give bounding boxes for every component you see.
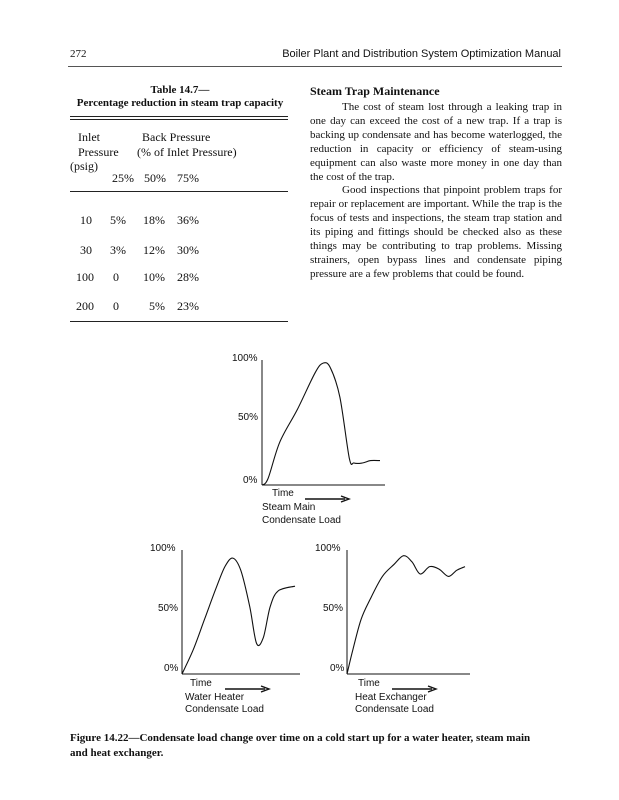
row-bp25: 3% — [110, 243, 126, 257]
tick-50: 50% — [158, 603, 179, 614]
tick-0: 0% — [243, 475, 258, 486]
tick-100: 100% — [232, 353, 258, 364]
tick-50: 50% — [323, 603, 344, 614]
header-rule — [68, 66, 562, 67]
heat-exchanger-curve — [347, 556, 465, 674]
steam-main-title-1: Steam Main — [262, 502, 316, 513]
tick-100: 100% — [315, 543, 341, 554]
row-bp25: 5% — [110, 213, 126, 227]
time-label: Time — [358, 678, 380, 689]
water-heater-title-1: Water Heater — [185, 692, 245, 703]
row-bp50: 18% — [143, 213, 165, 227]
table-title — [70, 84, 290, 110]
row-bp75: 23% — [177, 299, 199, 313]
steam-main-title-2: Condensate Load — [262, 515, 341, 526]
paragraph-1: The cost of steam lost through a leaking trap in one day can exceed the cost of a new trap. If a trap is backing up condensate and has become waterlogged, the reduction in capacity or efficiency of steam-using equipment can also waste more money in one day than the cost of the trap. — [310, 101, 562, 183]
table-top-rule — [70, 116, 288, 117]
heat-exchanger-title-1: Heat Exchanger — [355, 692, 427, 703]
table-mid-rule — [70, 191, 288, 192]
water-heater-curve — [182, 558, 295, 674]
bp-header-75: 75% — [177, 171, 199, 185]
row-bp75: 36% — [177, 213, 199, 227]
tick-50: 50% — [238, 412, 259, 423]
tick-0: 0% — [330, 663, 345, 674]
tick-100: 100% — [150, 543, 176, 554]
steam-main-curve — [262, 363, 380, 485]
row-bp75: 30% — [177, 243, 199, 257]
paragraph-2: Good inspections that pinpoint problem traps for repair or replacement are important. While the trap is the focus of tests and inspections, the steam trap station and its piping and fittings should be checked also as these things may be contributing to trap problems. Missing strainers, open bypass lines and condensate piping pressure are a few problems that could be found. — [310, 184, 562, 280]
table-top-rule-2 — [70, 119, 288, 120]
bp-header-50: 50% — [144, 171, 166, 185]
row-inlet: 30 — [80, 243, 92, 257]
col1-head-2: Pressure — [78, 145, 119, 159]
row-inlet: 200 — [76, 299, 94, 313]
col2-head-2: (% of Inlet Pressure) — [137, 145, 237, 159]
time-label: Time — [272, 488, 294, 499]
table-number: Table 14.7— — [150, 84, 210, 96]
col1-head-1: Inlet — [78, 130, 100, 144]
bp-header-25: 25% — [112, 171, 134, 185]
col2-head-1: Back Pressure — [142, 130, 211, 144]
figure-caption: Figure 14.22—Condensate load change over time on a cold start up for a water heater, steam main and heat exchanger. — [70, 732, 531, 759]
row-bp50: 5% — [149, 299, 165, 313]
tick-0: 0% — [164, 663, 179, 674]
running-title: Boiler Plant and Distribution System Optimization Manual — [282, 48, 561, 60]
table-bottom-rule — [70, 321, 288, 322]
heat-exchanger-title-2: Condensate Load — [355, 704, 434, 715]
row-bp50: 12% — [143, 243, 165, 257]
table-caption: Percentage reduction in steam trap capacity — [76, 97, 284, 109]
row-inlet: 10 — [80, 213, 92, 227]
row-bp75: 28% — [177, 270, 199, 284]
section-heading: Steam Trap Maintenance — [310, 84, 440, 98]
row-bp25: 0 — [113, 299, 119, 313]
row-bp50: 10% — [143, 270, 165, 284]
page-number: 272 — [70, 48, 87, 60]
water-heater-title-2: Condensate Load — [185, 704, 264, 715]
col1-head-3: (psig) — [70, 159, 98, 173]
row-inlet: 100 — [76, 270, 94, 284]
row-bp25: 0 — [113, 270, 119, 284]
time-label: Time — [190, 678, 212, 689]
